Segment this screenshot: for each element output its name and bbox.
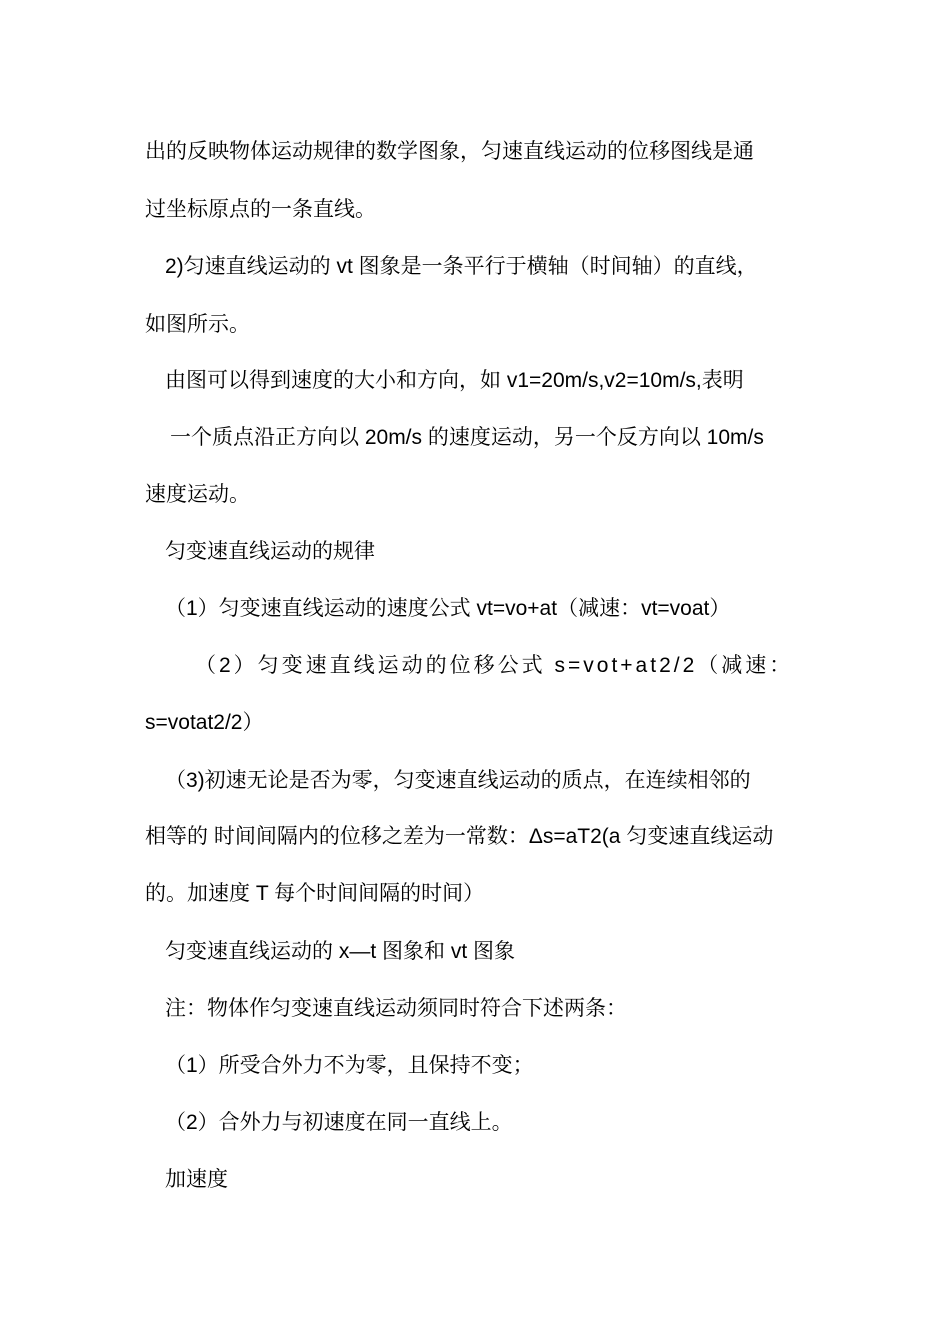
list-item: （1）所受合外力不为零，且保持不变； [165,1054,534,1077]
section-heading: 匀变速直线运动的规律 [165,540,375,563]
list-item: （3)初速无论是否为零，匀变速直线运动的质点，在连续相邻的 [165,769,751,792]
paragraph-line: 如图所示。 [145,313,250,336]
section-heading: 匀变速直线运动的 x—t 图象和 vt 图象 [165,940,516,963]
paragraph-line: s=votat2/2） [145,711,264,734]
paragraph-line: 出的反映物体运动规律的数学图象，匀速直线运动的位移图线是通 [145,140,754,163]
note-line: 注：物体作匀变速直线运动须同时符合下述两条： [165,997,627,1020]
paragraph-line: 的。加速度 T 每个时间间隔的时间） [145,882,485,905]
paragraph-line: 2)匀速直线运动的 vt 图象是一条平行于横轴（时间轴）的直线， [165,255,758,278]
paragraph-line: 过坐标原点的一条直线。 [145,198,376,221]
list-item: （2）匀变速直线运动的位移公式 s=vot+at2/2（减速： [195,654,794,677]
paragraph-line: 一个质点沿正方向以 20m/s 的速度运动，另一个反方向以 10m/s [170,426,764,449]
paragraph-line: 由图可以得到速度的大小和方向，如 v1=20m/s,v2=10m/s,表明 [165,369,744,392]
list-item: （2）合外力与初速度在同一直线上。 [165,1111,513,1134]
section-heading: 加速度 [165,1168,228,1191]
paragraph-line: 相等的 时间间隔内的位移之差为一常数：Δs=aT2(a 匀变速直线运动 [145,825,774,848]
paragraph-line: 速度运动。 [145,483,250,506]
list-item: （1）匀变速直线运动的速度公式 vt=vo+at（减速：vt=voat） [165,597,731,620]
